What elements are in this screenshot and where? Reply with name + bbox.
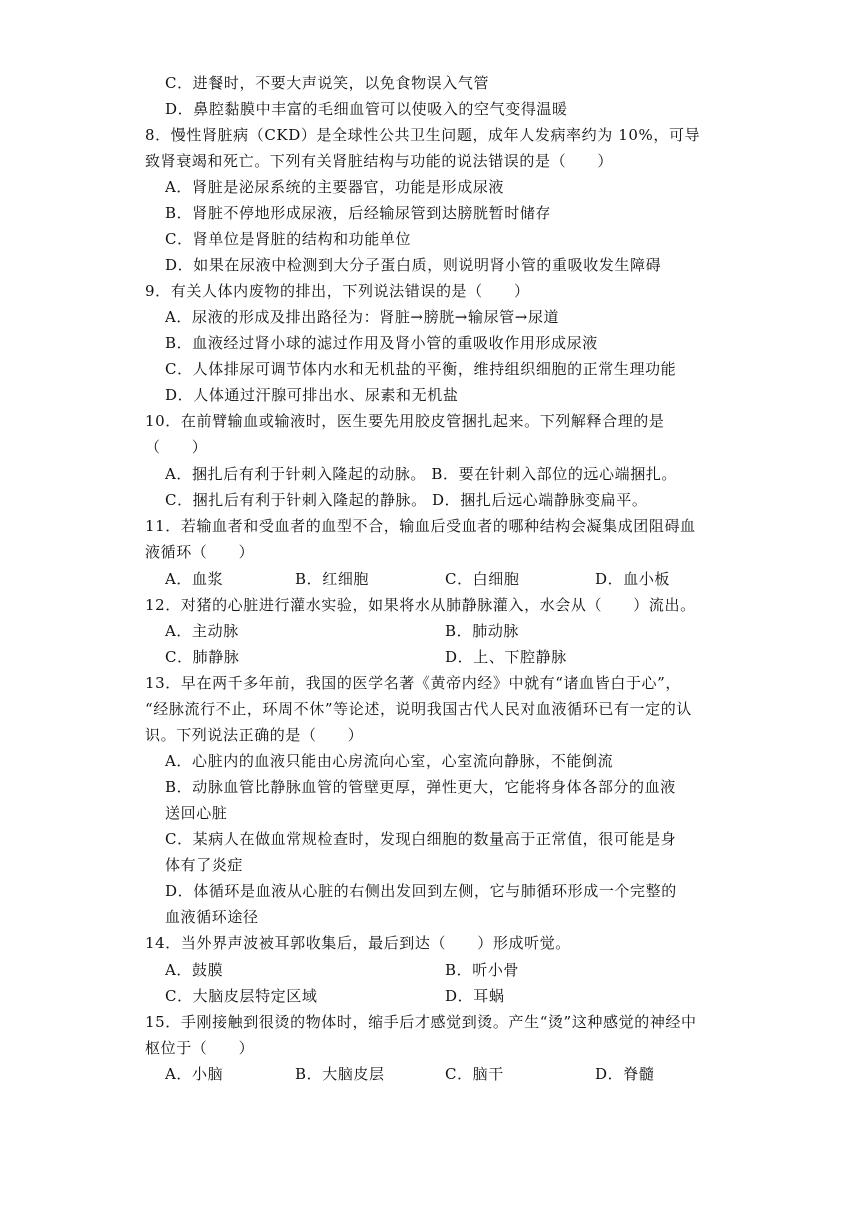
q15-option-d: D．脊髓 xyxy=(595,1065,655,1083)
q9-option-b: B．血液经过肾小球的滤过作用及肾小管的重吸收作用形成尿液 xyxy=(165,334,598,352)
q15-option-c: C．脑干 xyxy=(445,1065,504,1083)
q10-stem-line2: （ ） xyxy=(145,438,208,456)
q10-stem-line1: 10．在前臂输血或输液时，医生要先用胶皮管捆扎起来。下列解释合理的是 xyxy=(145,412,665,430)
q11-option-c: C．白细胞 xyxy=(445,570,520,588)
q7-option-c: C．进餐时，不要大声说笑，以免食物误入气管 xyxy=(165,74,490,92)
q15-stem-line1: 15．手刚接触到很烫的物体时，缩手后才感觉到烫。产生“烫”这种感觉的神经中 xyxy=(145,1013,697,1031)
q13-option-a: A．心脏内的血液只能由心房流向心室，心室流向静脉，不能倒流 xyxy=(165,752,614,770)
q7-option-d: D．鼻腔黏膜中丰富的毛细血管可以使吸入的空气变得温暖 xyxy=(165,100,568,118)
q8-stem-line2: 致肾衰竭和死亡。下列有关肾脏结构与功能的说法错误的是（ ） xyxy=(145,152,614,170)
q14-option-d: D．耳蜗 xyxy=(445,987,505,1005)
q13-option-d-line1: D．体循环是血液从心脏的右侧出发回到左侧，它与肺循环形成一个完整的 xyxy=(165,882,677,900)
q10-options-ab: A．捆扎后有利于针刺入隆起的动脉。 B．要在针刺入部位的远心端捆扎。 xyxy=(165,465,678,483)
q13-option-b-line1: B．动脉血管比静脉血管的管壁更厚，弹性更大，它能将身体各部分的血液 xyxy=(165,778,676,796)
q14-option-c: C．大脑皮层特定区域 xyxy=(165,987,318,1005)
q13-option-c-line2: 体有了炎症 xyxy=(165,856,244,874)
q8-option-a: A．肾脏是泌尿系统的主要器官，功能是形成尿液 xyxy=(165,178,505,196)
q14-option-a: A．鼓膜 xyxy=(165,961,224,979)
q13-stem-line3: 识。下列说法正确的是（ ） xyxy=(145,726,364,744)
q8-option-d: D．如果在尿液中检测到大分子蛋白质，则说明肾小管的重吸收发生障碍 xyxy=(165,256,662,274)
q12-stem: 12．对猪的心脏进行灌水实验，如果将水从肺静脉灌入，水会从（ ）流出。 xyxy=(145,596,696,614)
q11-option-a: A．血浆 xyxy=(165,570,224,588)
q12-option-c: C．肺静脉 xyxy=(165,648,240,666)
q12-option-b: B．肺动脉 xyxy=(445,622,520,640)
q9-option-d: D．人体通过汗腺可排出水、尿素和无机盐 xyxy=(165,386,459,404)
q11-option-b: B．红细胞 xyxy=(295,570,370,588)
q9-option-a: A．尿液的形成及排出路径为：肾脏→膀胱→输尿管→尿道 xyxy=(165,308,560,326)
q8-option-b: B．肾脏不停地形成尿液，后经输尿管到达膀胱暂时储存 xyxy=(165,204,552,222)
q12-option-d: D．上、下腔静脉 xyxy=(445,648,567,666)
q14-option-b: B．听小骨 xyxy=(445,961,520,979)
q13-stem-line1: 13．早在两千多年前，我国的医学名著《黄帝内经》中就有“诸血皆白于心”， xyxy=(145,674,682,692)
q11-stem-line1: 11．若输血者和受血者的血型不合，输血后受血者的哪种结构会凝集成团阻碍血 xyxy=(145,517,696,535)
q11-stem-line2: 液循环（ ） xyxy=(145,543,255,561)
q15-option-a: A．小脑 xyxy=(165,1065,224,1083)
q13-option-d-line2: 血液循环途径 xyxy=(165,908,259,926)
q13-option-c-line1: C．某病人在做血常规检查时，发现白细胞的数量高于正常值，很可能是身 xyxy=(165,830,677,848)
q14-stem: 14．当外界声波被耳郭收集后，最后到达（ ）形成听觉。 xyxy=(145,934,571,952)
q9-stem: 9．有关人体内废物的排出，下列说法错误的是（ ） xyxy=(145,282,530,300)
q15-option-b: B．大脑皮层 xyxy=(295,1065,385,1083)
q13-stem-line2: “经脉流行不止，环周不休”等论述，说明我国古代人民对血液循环已有一定的认 xyxy=(145,700,692,718)
q12-option-a: A．主动脉 xyxy=(165,622,239,640)
q13-option-b-line2: 送回心脏 xyxy=(165,804,228,822)
q9-option-c: C．人体排尿可调节体内水和无机盐的平衡，维持组织细胞的正常生理功能 xyxy=(165,360,677,378)
q8-stem-line1: 8．慢性肾脏病（CKD）是全球性公共卫生问题，成年人发病率约为 10%，可导 xyxy=(145,126,701,144)
q10-options-cd: C．捆扎后有利于针刺入隆起的静脉。 D．捆扎后远心端静脉变扁平。 xyxy=(165,491,648,509)
q11-option-d: D．血小板 xyxy=(595,570,671,588)
q15-stem-line2: 枢位于（ ） xyxy=(145,1039,255,1057)
q8-option-c: C．肾单位是肾脏的结构和功能单位 xyxy=(165,230,412,248)
